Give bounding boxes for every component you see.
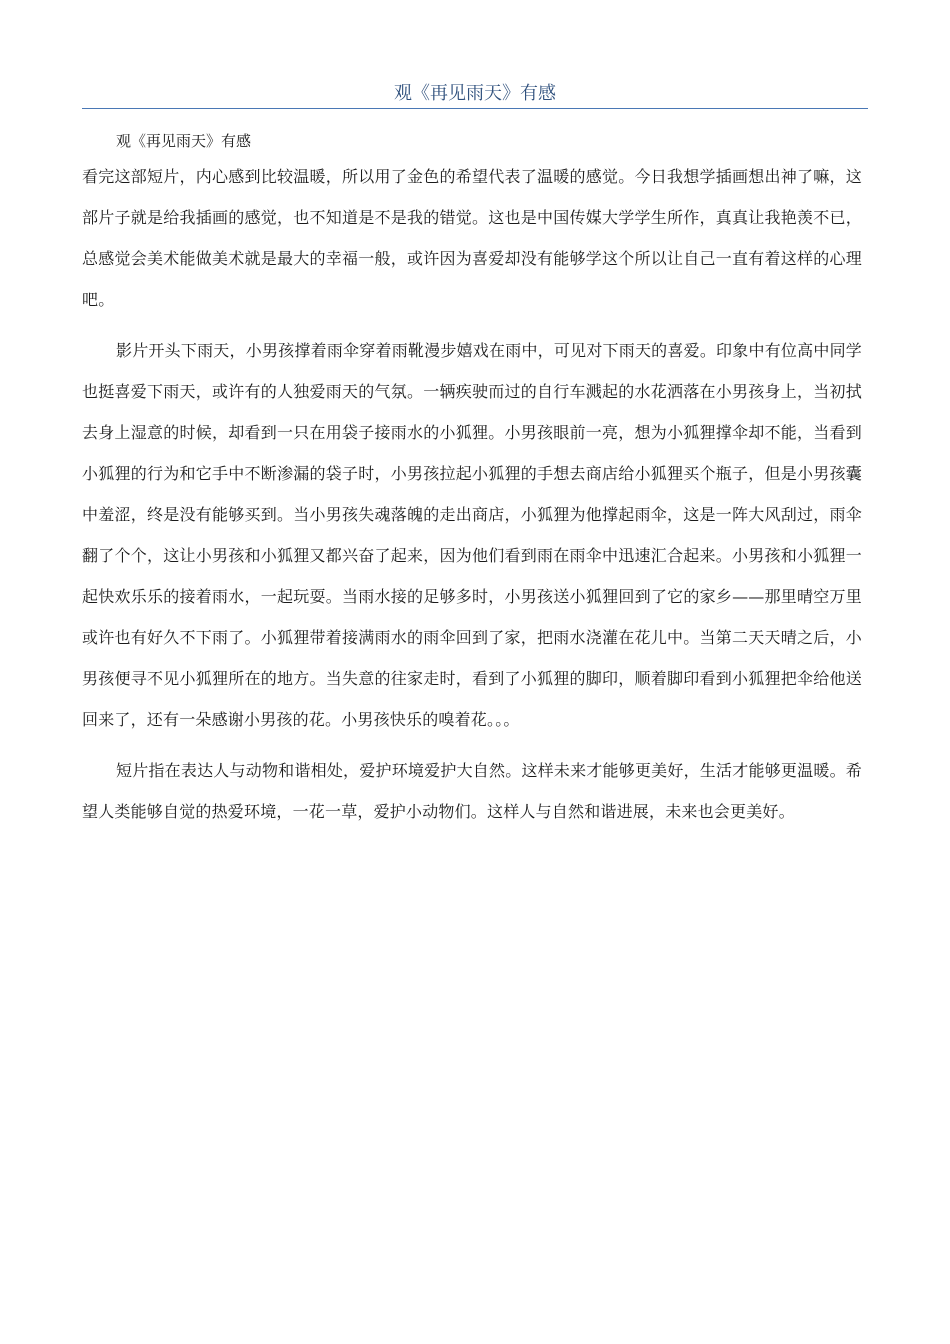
paragraph-2: 影片开头下雨天，小男孩撑着雨伞穿着雨靴漫步嬉戏在雨中，可见对下雨天的喜爱。印象中有位高中同学也挺喜爱下雨天，或许有的人独爱雨天的气氛。一辆疾驶而过的自行车溅起的水花洒落在小男孩身上，当初拭去身上湿意的时候，却看到一只在用袋子接雨水的小狐狸。小男孩眼前一亮，想为小狐狸撑伞却不能，当看到小狐狸的行为和它手中不断渗漏的袋子时，小男孩拉起小狐狸的手想去商店给小狐狸买个瓶子，但是小男孩囊中羞涩，终是没有能够买到。当小男孩失魂落魄的走出商店，小狐狸为他撑起雨伞，这是一阵大风刮过，雨伞翻了个个，这让小男孩和小狐狸又都兴奋了起来，因为他们看到雨在雨伞中迅速汇合起来。小男孩和小狐狸一起快欢乐乐的接着雨水，一起玩耍。当雨水接的足够多时，小男孩送小狐狸回到了它的家乡——那里晴空万里或许也有好久不下雨了。小狐狸带着接满雨水的雨伞回到了家，把雨水浇灌在花儿中。当第二天天晴之后，小男孩便寻不见小狐狸所在的地方。当失意的往家走时，看到了小狐狸的脚印，顺着脚印看到小狐狸把伞给他送回来了，还有一朵感谢小男孩的花。小男孩快乐的嗅着花。。。 (82, 341, 862, 729)
paragraph-3: 短片指在表达人与动物和谐相处，爱护环境爱护大自然。这样未来才能够更美好，生活才能够更温暖。希望人类能够自觉的热爱环境，一花一草，爱护小动物们。这样人与自然和谐进展，未来也会更美好。 (82, 761, 862, 821)
document-body (82, 126, 862, 842)
document-subtitle: 观《再见雨天》有感 (116, 132, 252, 150)
page-header-title: 观《再见雨天》有感 (394, 83, 556, 104)
paragraph-1: 看完这部短片，内心感到比较温暖，所以用了金色的希望代表了温暖的感觉。今日我想学插画想出神了嘛，这部片子就是给我插画的感觉，也不知道是不是我的错觉。这也是中国传媒大学学生所作，真真让我艳羡不已，总感觉会美术能做美术就是最大的幸福一般，或许因为喜爱却没有能够学这个所以让自己一直有着这样的心理吧。 (82, 167, 862, 309)
header-divider (82, 108, 868, 109)
